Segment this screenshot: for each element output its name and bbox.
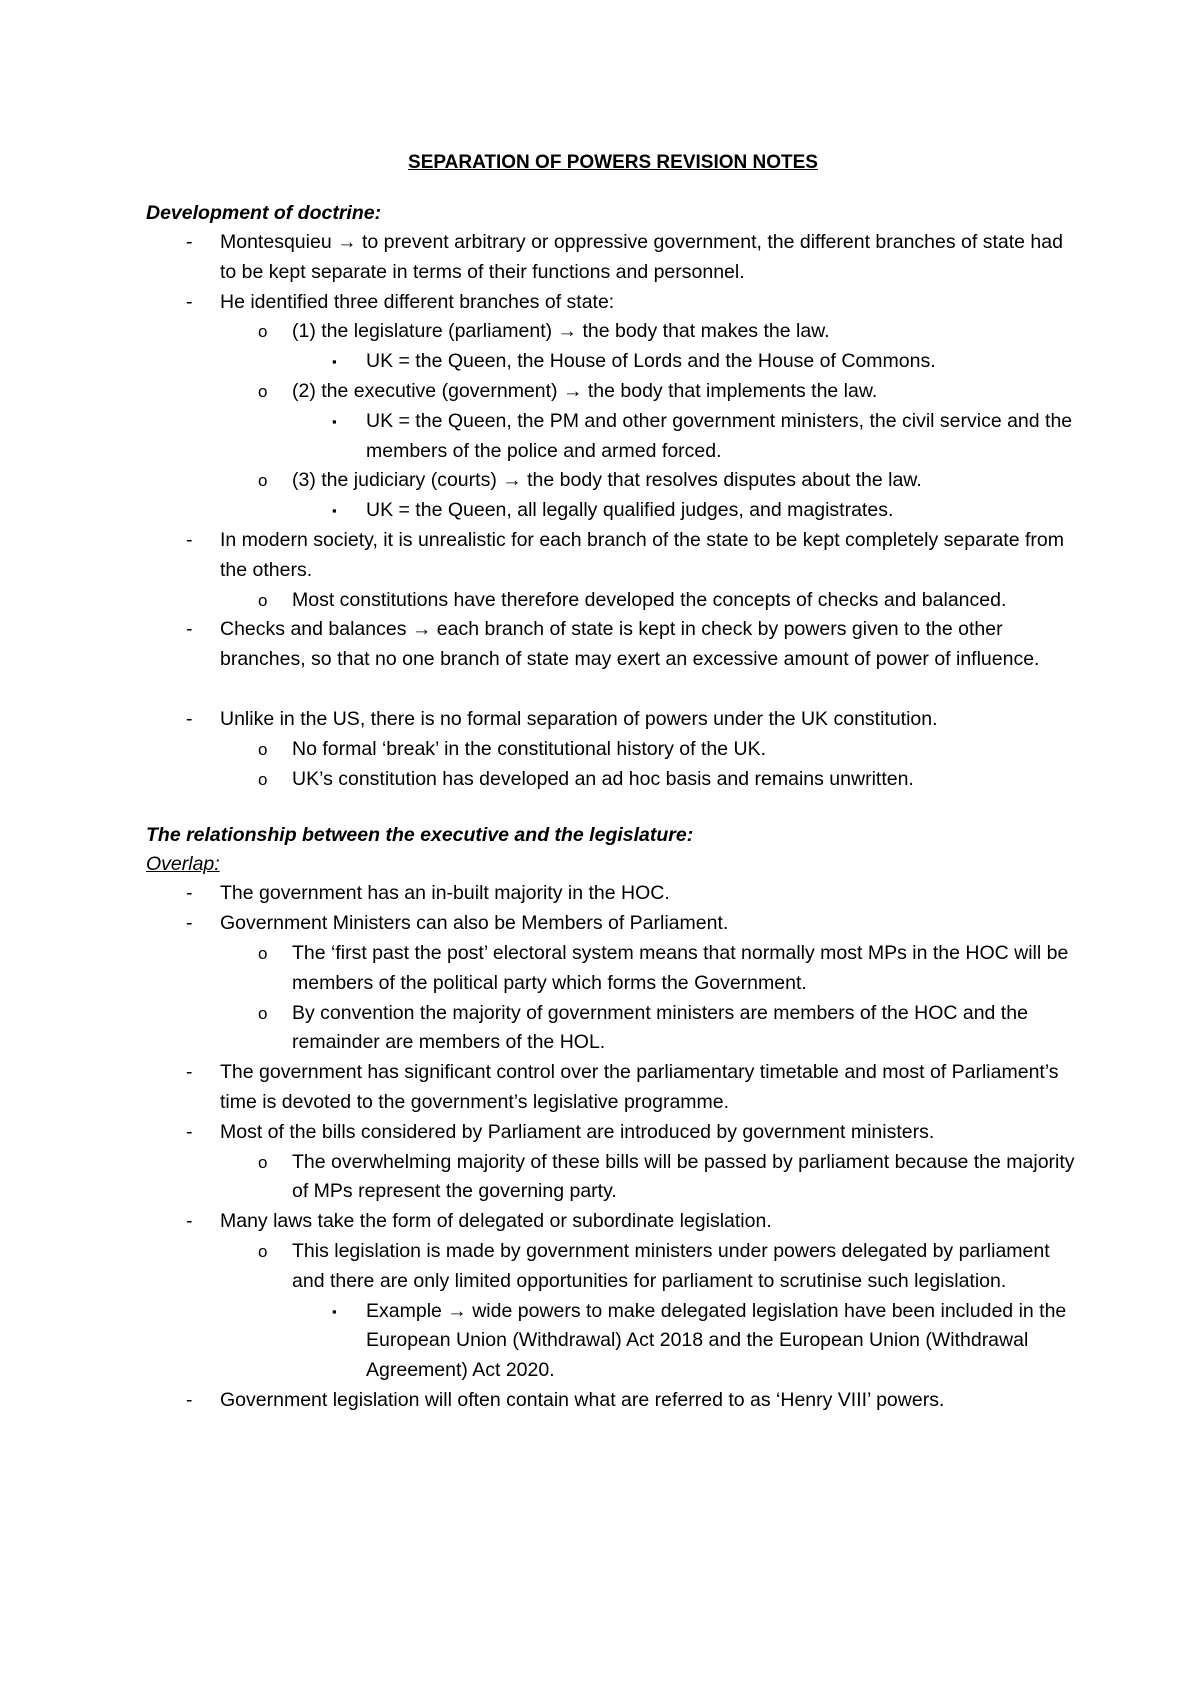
list-item: o Most constitutions have therefore developed the concepts of checks and balanced. — [146, 586, 1080, 616]
dash-bullet: - — [186, 1388, 193, 1411]
dash-bullet: - — [186, 707, 193, 730]
list-item: - Unlike in the US, there is no formal separation of powers under the UK constitution. — [146, 705, 1080, 735]
list-item: - Most of the bills considered by Parliament are introduced by government ministers. — [146, 1118, 1080, 1148]
list-item: o (1) the legislature (parliament) → the body that makes the law. — [146, 317, 1080, 347]
dash-bullet: - — [186, 618, 193, 641]
list-item: o No formal ‘break’ in the constitutional history of the UK. — [146, 735, 1080, 765]
spacer — [146, 675, 1080, 705]
list-item: o (2) the executive (government) → the body that implements the law. — [146, 377, 1080, 407]
square-bullet: ▪ — [332, 354, 337, 370]
circle-bullet: o — [258, 322, 268, 342]
list-item: - Montesquieu → to prevent arbitrary or oppressive government, the different branches of state had to be kept separate in terms of their functions and personnel. — [146, 228, 1080, 288]
square-bullet: ▪ — [332, 503, 337, 519]
circle-bullet: o — [258, 943, 268, 963]
list-item: o This legislation is made by government ministers under powers delegated by parliament and there are only limited opportunities for parliament to scrutinise such legislation. — [146, 1237, 1080, 1297]
dash-bullet: - — [186, 1061, 193, 1084]
square-bullet: ▪ — [332, 413, 337, 429]
circle-bullet: o — [258, 471, 268, 491]
dash-bullet: - — [186, 528, 193, 551]
list-item: - The government has an in-built majority in the HOC. — [146, 879, 1080, 909]
dash-bullet: - — [186, 290, 193, 313]
list-item: o The ‘first past the post’ electoral system means that normally most MPs in the HOC will be members of the political party which forms the Government. — [146, 939, 1080, 999]
dash-bullet: - — [186, 882, 193, 905]
list-item: - In modern society, it is unrealistic for each branch of the state to be kept completely separate from the others. — [146, 526, 1080, 586]
list-item: ▪ UK = the Queen, the PM and other government ministers, the civil service and the members of the police and armed forced. — [146, 407, 1080, 467]
dash-bullet: - — [186, 1120, 193, 1143]
subheading-overlap: Overlap: — [146, 853, 220, 876]
square-bullet: ▪ — [332, 1303, 337, 1319]
list-item: o The overwhelming majority of these bills will be passed by parliament because the majority of MPs represent the governing party. — [146, 1148, 1080, 1208]
circle-bullet: o — [258, 1152, 268, 1172]
dash-bullet: - — [186, 231, 193, 253]
list-item: ▪ UK = the Queen, all legally qualified judges, and magistrates. — [146, 496, 1080, 526]
section-heading-doctrine: Development of doctrine: — [146, 202, 382, 224]
circle-bullet: o — [258, 769, 268, 789]
circle-bullet: o — [258, 590, 268, 610]
list-item: ▪ UK = the Queen, the House of Lords and the House of Commons. — [146, 347, 1080, 377]
page-title: SEPARATION OF POWERS REVISION NOTES — [408, 152, 818, 173]
circle-bullet: o — [258, 1241, 268, 1261]
list-item: o UK’s constitution has developed an ad hoc basis and remains unwritten. — [146, 765, 1080, 795]
list-item: - Checks and balances → each branch of state is kept in check by powers given to the other branches, so that no one branch of state may exert an excessive amount of power of influence. — [146, 615, 1080, 675]
list-item: - The government has significant control over the parliamentary timetable and most of Parliament’s time is devoted to the government’s legislative programme. — [146, 1058, 1080, 1118]
dash-bullet: - — [186, 1210, 193, 1233]
circle-bullet: o — [258, 381, 268, 401]
list-item: o (3) the judiciary (courts) → the body that resolves disputes about the law. — [146, 466, 1080, 496]
list-item: - He identified three different branches of state: — [146, 288, 1080, 318]
circle-bullet: o — [258, 1003, 268, 1023]
list-item: - Government Ministers can also be Members of Parliament. — [146, 909, 1080, 939]
spacer — [146, 794, 1080, 820]
list-item: - Government legislation will often contain what are referred to as ‘Henry VIII’ powers. — [146, 1386, 1080, 1416]
list-item: - Many laws take the form of delegated or subordinate legislation. — [146, 1207, 1080, 1237]
section-heading-relationship: The relationship between the executive and the legislature: — [146, 824, 694, 847]
dash-bullet: - — [186, 912, 193, 935]
circle-bullet: o — [258, 739, 268, 759]
list-item: o By convention the majority of government ministers are members of the HOC and the remainder are members of the HOL. — [146, 999, 1080, 1059]
list-item: ▪ Example → wide powers to make delegated legislation have been included in the European Union (Withdrawal) Act 2018 and the European Union (Withdrawal Agreement) Act 2020. — [146, 1297, 1080, 1386]
